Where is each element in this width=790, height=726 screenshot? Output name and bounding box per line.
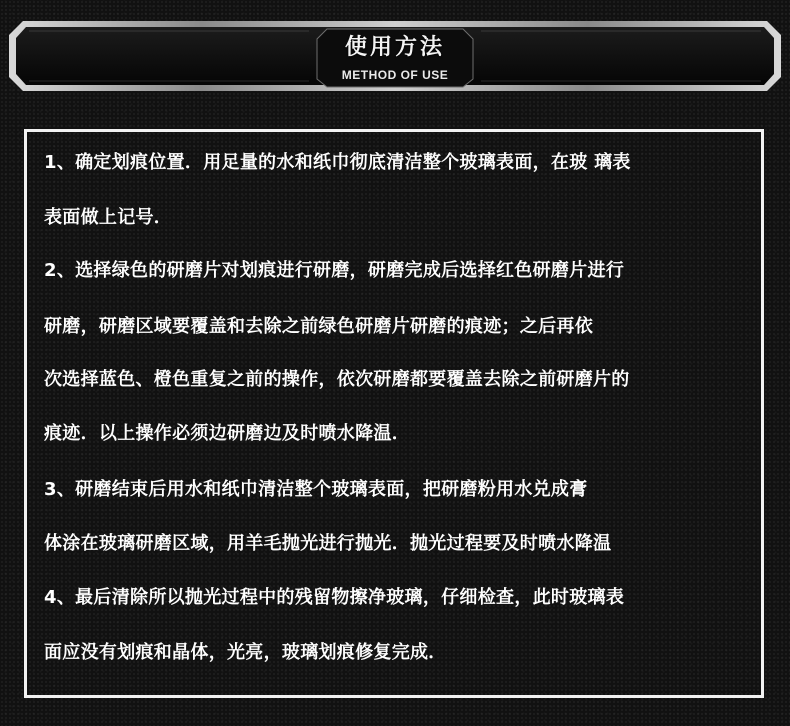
instruction-line: 3、研磨结束后用水和纸巾清洁整个玻璃表面，把研磨粉用水兑成膏	[44, 479, 588, 500]
instruction-line: 体涂在玻璃研磨区域，用羊毛抛光进行抛光．抛光过程要及时喷水降温	[44, 533, 612, 554]
instruction-line: 痕迹．以上操作必须边研磨边及时喷水降温．	[44, 423, 410, 444]
page-subtitle: METHOD OF USE	[341, 68, 449, 82]
instruction-line: 2、选择绿色的研磨片对划痕进行研磨，研磨完成后选择红色研磨片进行	[44, 260, 625, 281]
instruction-line: 次选择蓝色、橙色重复之前的操作，依次研磨都要覆盖去除之前研磨片的	[44, 369, 630, 390]
instruction-line: 表面做上记号．	[44, 207, 173, 228]
instruction-line: 研磨，研磨区域要覆盖和去除之前绿色研磨片研磨的痕迹；之后再依	[44, 316, 593, 337]
page-title: 使用方法	[344, 35, 445, 60]
instruction-line: 4、最后清除所以抛光过程中的残留物擦净玻璃，仔细检查，此时玻璃表	[44, 587, 625, 608]
instructions-box	[24, 129, 764, 698]
instruction-line: 面应没有划痕和晶体，光亮，玻璃划痕修复完成．	[44, 642, 447, 663]
instruction-line: 1、确定划痕位置．用足量的水和纸巾彻底清洁整个玻璃表面，在玻 璃表	[44, 152, 631, 173]
header-banner	[9, 21, 781, 91]
